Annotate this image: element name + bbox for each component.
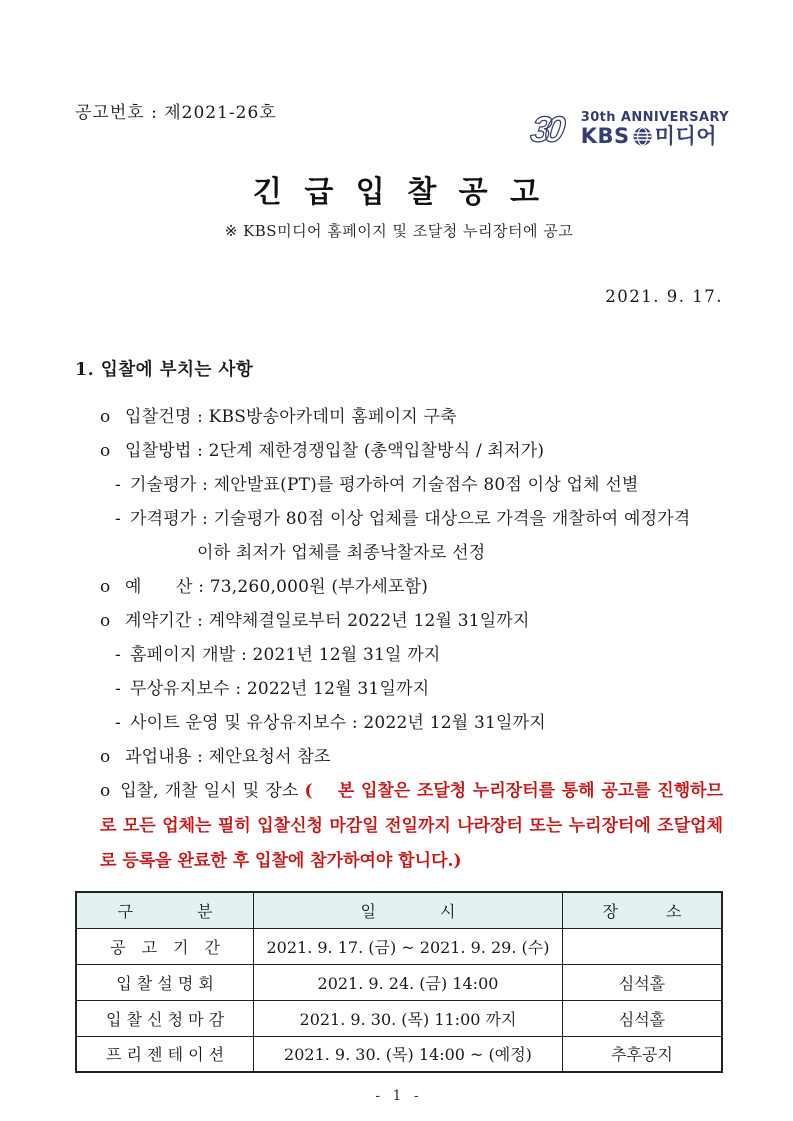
announcement-number: 공고번호 : 제2021-26호 [75,103,277,123]
logo-text [581,111,729,147]
section-heading: 1. 입찰에 부치는 사항 [75,360,254,380]
item-text: 사이트 운영 및 유상유지보수 : 2022년 12월 31일까지 [130,713,546,733]
table-row-application-deadline [76,1000,722,1036]
cell-datetime: 2021. 9. 30. (목) 11:00 까지 [254,1000,563,1036]
bid-items-list [75,400,723,879]
item-bullet: o [100,781,111,801]
list-item-bid-name [100,400,723,434]
item-text: 입찰건명 : KBS방송아카데미 홈페이지 구축 [125,407,457,427]
brand-line [581,125,717,147]
header-location: 장 소 [562,892,722,928]
table-header-row [76,892,722,928]
item-bullet: o [100,577,111,597]
page-title: 긴 급 입 찰 공 고 [252,175,546,210]
list-item-tech-eval [115,468,723,502]
item-bullet: - [115,713,121,733]
item-bullet: o [100,611,111,631]
list-item-contract-period [100,604,723,638]
list-item-bid-method [100,434,723,468]
list-item-task-content [100,740,723,774]
item-text: 가격평가 : 기술평가 80점 이상 업체를 대상으로 가격을 개찰하여 예정가격 [130,509,691,529]
item-text: 예 산 : 73,260,000원 (부가세포함) [125,577,429,597]
table-row-presentation [76,1036,722,1072]
item-bullet: - [115,475,121,495]
svg-text:30: 30 [528,108,562,150]
header-datetime: 일 시 [254,892,563,928]
cell-category: 입 찰 설 명 회 [76,964,254,1000]
table-row-bid-briefing [76,964,722,1000]
item-bullet: o [100,441,111,461]
cell-location: 추후공지 [562,1036,722,1072]
item-text: 홈페이지 개발 : 2021년 12월 31일 까지 [130,645,441,665]
table-row-announcement-period [76,928,722,964]
notice-red-text: ( 본 입찰은 조달청 누리장터를 통해 공고를 진행하므로 모든 업체는 필히 입찰신청 마감일 전일까지 나라장터 또는 누리장터에 조달업체로 등록을 완료한 후 입찰에 참가하여야 합니다.) [100,781,723,871]
page-number: - 1 - [375,1088,423,1104]
globe-icon [633,125,652,146]
item-bullet: o [100,747,111,767]
schedule-table [75,891,723,1073]
brand-kbs: KBS [580,123,630,148]
cell-category: 프 리 젠 테 이 션 [76,1036,254,1072]
list-item-paid-maintenance [115,706,723,740]
list-item-free-maintenance [115,672,723,706]
brand-media: 미디어 [654,123,718,148]
title-note: ※ KBS미디어 홈페이지 및 조달청 누리장터에 공고 [224,222,574,240]
price-eval-continuation: 이하 최저가 업체를 최종낙찰자로 선정 [197,543,486,563]
cell-datetime: 2021. 9. 24. (금) 14:00 [254,964,563,1000]
header-category: 구 분 [76,892,254,928]
item-text: 기술평가 : 제안발표(PT)를 평가하여 기술점수 80점 이상 업체 선별 [130,475,639,495]
cell-category: 입 찰 신 청 마 감 [76,1000,254,1036]
cell-location: 심석홀 [562,964,722,1000]
item-bullet: - [115,509,121,529]
notice-paragraph [100,774,723,879]
document-date: 2021. 9. 17. [605,287,723,306]
cell-datetime: 2021. 9. 17. (금) ~ 2021. 9. 29. (수) [254,928,563,964]
cell-location: 심석홀 [562,1000,722,1036]
item-bullet: o [100,407,111,427]
cell-category: 공 고 기 간 [76,928,254,964]
list-item-price-eval [115,502,723,536]
item-bullet: - [115,645,121,665]
item-text: 과업내용 : 제안요청서 참조 [125,747,331,767]
thirty-mark-icon [525,106,575,152]
list-item-homepage-dev [115,638,723,672]
item-bullet: - [115,679,121,699]
kbs-media-logo [525,106,729,152]
cell-location [562,928,722,964]
item-text: 계약기간 : 계약체결일로부터 2022년 12월 31일까지 [125,611,530,631]
cell-datetime: 2021. 9. 30. (목) 14:00 ~ (예정) [254,1036,563,1072]
anniversary-text: 30th ANNIVERSARY [580,110,729,126]
item-text: 무상유지보수 : 2022년 12월 31일까지 [130,679,430,699]
list-item-budget [100,570,723,604]
notice-black-text: 입찰, 개찰 일시 및 장소 [120,781,305,801]
item-text: 입찰방법 : 2단계 제한경쟁입찰 (총액입찰방식 / 최저가) [125,441,545,461]
